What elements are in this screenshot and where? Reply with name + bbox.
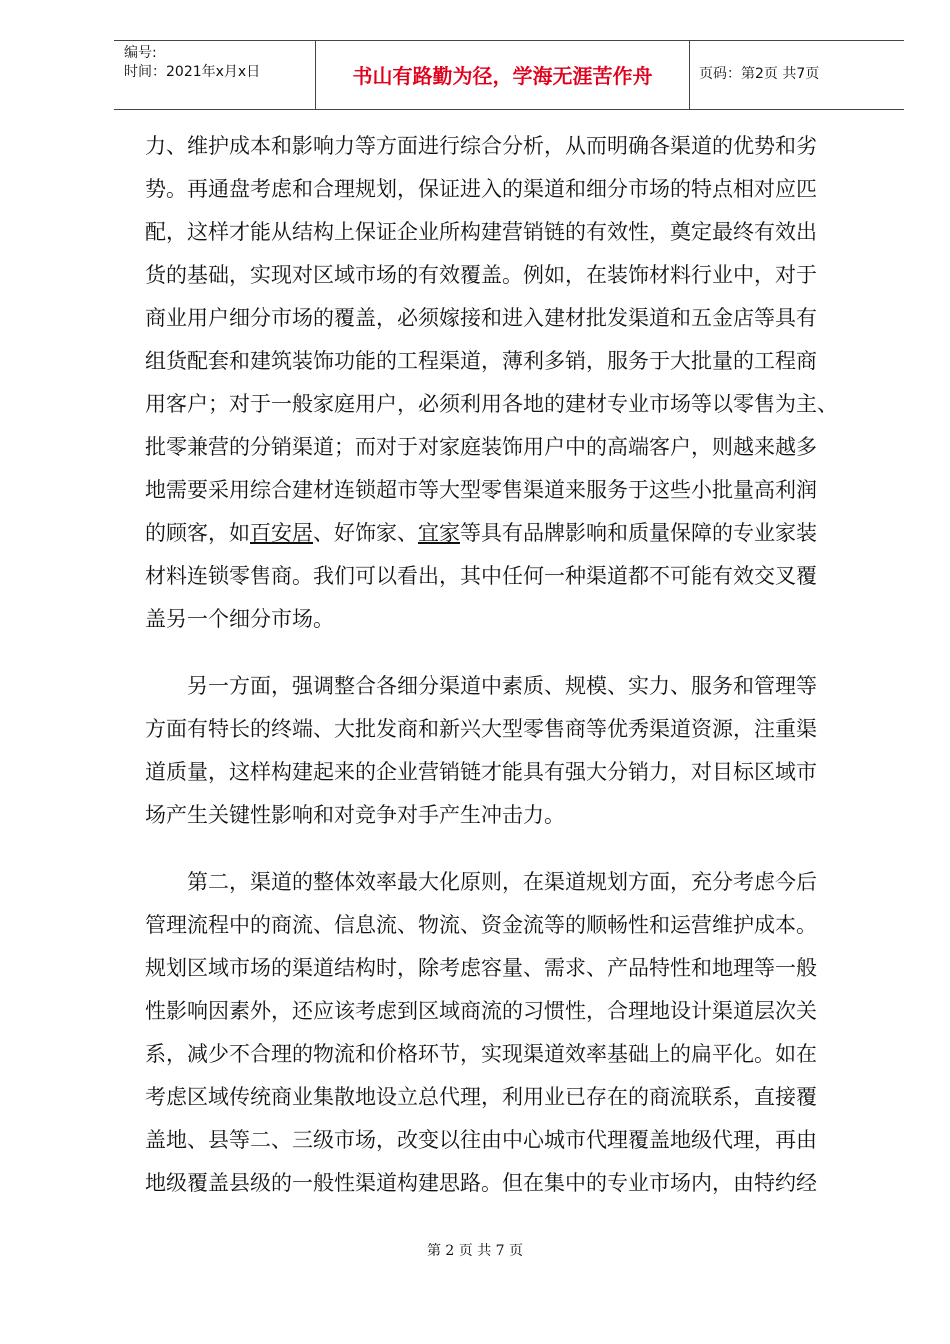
text-line: 配，这样才能从结构上保证企业所构建营销链的有效性，奠定最终有效出 [145, 220, 817, 244]
text-line: 道质量，这样构建起来的企业营销链才能具有强大分销力，对目标区域市 [145, 760, 817, 784]
header-page-cell [690, 41, 904, 109]
text-line: 性影响因素外，还应该考虑到区域商流的习惯性，合理地设计渠道层次关 [145, 999, 817, 1023]
page-footer: 第 2 页 共 7 页 [426, 1243, 524, 1259]
header-page-number: 页码：第2页 共7页 [699, 66, 820, 82]
text-line: 系，减少不合理的物流和价格环节，实现渠道效率基础上的扁平化。如在 [145, 1042, 817, 1066]
text-line: 地需要采用综合建材连锁超市等大型零售渠道来服务于这些小批量高利润 [145, 478, 817, 502]
text-segment: 等具有品牌影响和质量保障的专业家装 [460, 521, 817, 545]
text-line: 力、维护成本和影响力等方面进行综合分析，从而明确各渠道的优势和劣 [145, 134, 817, 158]
text-line: 规划区域市场的渠道结构时，除考虑容量、需求、产品特性和地理等一般 [145, 956, 817, 980]
text-line: 地级覆盖县级的一般性渠道构建思路。但在集中的专业市场内，由特约经 [145, 1171, 817, 1195]
link-yijia[interactable]: 宜家 [418, 521, 460, 545]
text-line: 场产生关键性影响和对竞争对手产生冲击力。 [145, 803, 565, 827]
page-header [114, 40, 904, 110]
header-motto-cell [316, 41, 690, 109]
text-line: 材料连锁零售商。我们可以看出，其中任何一种渠道都不可能有效交叉覆 [145, 564, 817, 588]
text-line: 批零兼营的分销渠道；而对于对家庭装饰用户中的高端客户，则越来越多 [145, 435, 817, 459]
text-line: 第二，渠道的整体效率最大化原则，在渠道规划方面，充分考虑今后 [145, 870, 817, 894]
text-line: 势。再通盘考虑和合理规划，保证进入的渠道和细分市场的特点相对应匹 [145, 177, 817, 201]
text-line: 组货配套和建筑装饰功能的工程渠道，薄利多销，服务于大批量的工程商 [145, 349, 817, 373]
text-line: 另一方面，强调整合各细分渠道中素质、规模、实力、服务和管理等 [145, 674, 817, 698]
text-line: 方面有特长的终端、大批发商和新兴大型零售商等优秀渠道资源，注重渠 [145, 717, 817, 741]
text-line: 商业用户细分市场的覆盖，必须嫁接和进入建材批发渠道和五金店等具有 [145, 306, 817, 330]
text-line: 盖另一个细分市场。 [145, 607, 334, 631]
text-line: 货的基础，实现对区域市场的有效覆盖。例如，在装饰材料行业中，对于 [145, 263, 817, 287]
text-line: 用客户；对于一般家庭用户，必须利用各地的建材专业市场等以零售为主、 [145, 392, 838, 416]
link-baianju[interactable]: 百安居 [250, 521, 313, 545]
text-line: 考虑区域传统商业集散地设立总代理，利用业已存在的商流联系，直接覆 [145, 1085, 817, 1109]
header-motto: 书山有路勤为径，学海无涯苦作舟 [352, 64, 653, 88]
document-number-label: 编号: [124, 45, 157, 61]
header-meta-cell [114, 41, 316, 109]
text-segment: 、好饰家、 [313, 521, 418, 545]
text-line: 管理流程中的商流、信息流、物流、资金流等的顺畅性和运营维护成本。 [145, 913, 817, 937]
text-line-with-links [145, 518, 865, 548]
document-time-label: 时间：2021年x月x日 [124, 64, 261, 80]
text-line: 盖地、县等二、三级市场，改变以往由中心城市代理覆盖地级代理，再由 [145, 1128, 817, 1152]
text-segment: 的顾客，如 [145, 521, 250, 545]
